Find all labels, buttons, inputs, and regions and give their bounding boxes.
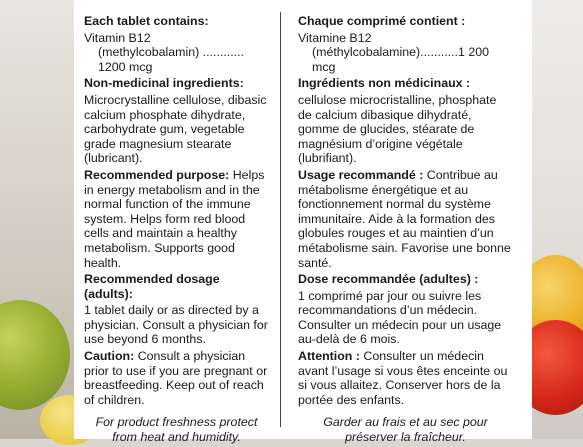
en-purpose-text: Helps in energy metabolism and in the normal function of the immune system. Helps form red blood cells and maintain a healthy metabolism. Supports good health. (84, 167, 265, 270)
fr-dosage-heading: Dose recommandée (adultes) : (298, 272, 479, 287)
fr-dosage-text: 1 comprimé par jour ou suivre les recommandations d’un médecin. Consulter un médecin pour un usage au-delà de 6 mois. (298, 288, 502, 347)
en-purpose-heading: Recommended purpose: (84, 167, 230, 182)
fr-purpose (298, 168, 513, 270)
en-dosage-heading: Recommended dosage (adults): (84, 272, 220, 301)
en-vitamin-dots: ............ (199, 45, 244, 60)
en-nonmed-text: Microcrystalline cellulose, dibasic calcium phosphate dihydrate, carbohydrate gum, vegetable grade magnesium stearate (lubricant). (84, 92, 267, 166)
fr-vitamin-line (298, 45, 513, 74)
english-column (84, 14, 269, 447)
en-storage-note: For product freshness protect from heat and humidity. (95, 415, 258, 445)
en-vitamin-line (84, 45, 269, 74)
fr-nonmed-text: cellulose microcristalline, phosphate de calcium dibasique dihydraté, gomme de glucides, stéarate de magnésium d’origine végétale (lubrifiant). (298, 92, 497, 166)
en-purpose (84, 168, 269, 270)
column-divider (280, 12, 281, 427)
en-dosage-text: 1 tablet daily or as directed by a physician. Consult a physician for use beyond 6 months. (84, 303, 268, 347)
fr-storage-note: Garder au frais et au sec pour préserver la fraîcheur. (323, 415, 488, 445)
fr-vitamin-form: (méthylcobalamine) (312, 45, 421, 60)
en-vitamin-name: Vitamin B12 (84, 30, 151, 45)
en-contains-heading: Each tablet contains: (84, 14, 209, 28)
fr-caution-text: Consulter un médecin avant l’usage si vous êtes enceinte ou si vous allaitez. Conserver hors de la portée des enfants. (298, 349, 508, 407)
en-vitamin-amount: 1200 mcg (98, 59, 153, 74)
fr-purpose-heading: Usage recommandé : (298, 167, 424, 182)
fr-purpose-text: Contribue au métabolisme énergétique et au fonctionnement normal du système immunitaire. Aide à la formation des globules rouges et au maintien d’un métabolisme sain. Favorise une bonne santé. (298, 167, 511, 270)
en-caution (84, 349, 269, 407)
fr-contains-heading: Chaque comprimé contient : (298, 14, 466, 28)
fr-caution (298, 349, 513, 407)
en-vitamin-form: (methylcobalamin) (98, 45, 200, 60)
fr-vitamin-amount: 1 200 mcg (312, 45, 490, 74)
en-caution-heading: Caution: (84, 349, 135, 364)
fr-caution-heading: Attention : (298, 349, 360, 364)
fr-nonmed-heading: Ingrédients non médicinaux : (298, 76, 471, 91)
french-column (298, 14, 513, 447)
en-caution-text: Consult a physician prior to use if you are pregnant or breastfeeding. Keep out of reach of children. (84, 349, 268, 407)
fr-vitamin-name: Vitamine B12 (298, 30, 372, 45)
fr-vitamin-dots: ........... (420, 45, 458, 60)
en-nonmed-heading: Non-medicinal ingredients: (84, 76, 244, 91)
